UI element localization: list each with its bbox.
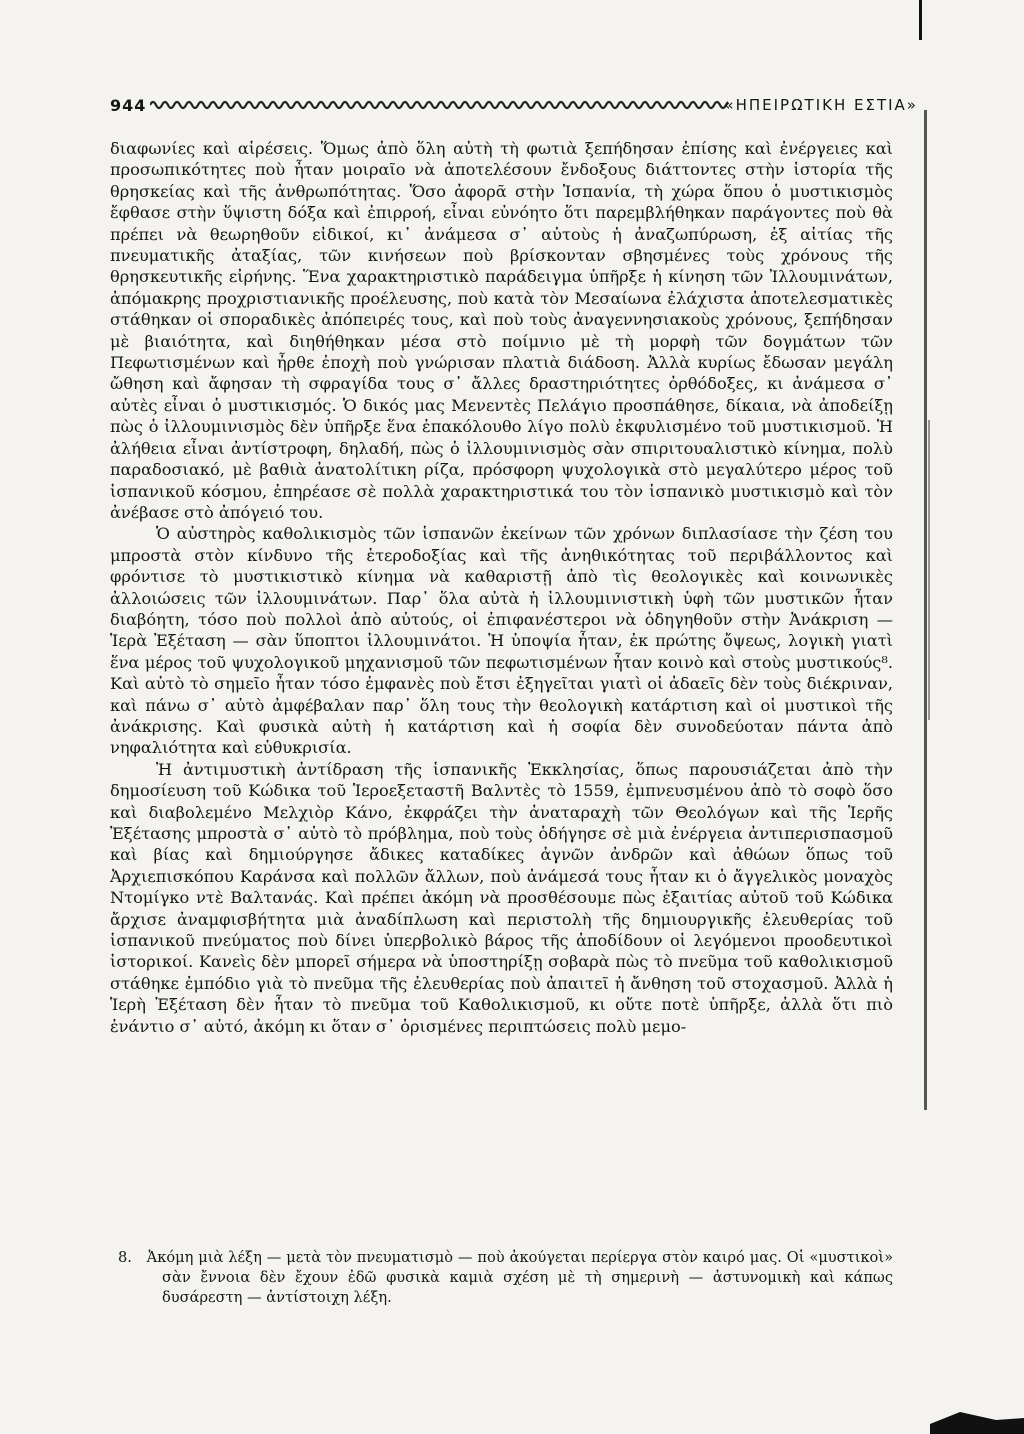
body-paragraph: Ἡ ἀντιμυστικὴ ἀντίδραση τῆς ἱσπανικῆς Ἐκκλησίας, ὅπως παρουσιάζεται ἀπὸ τὴν δημοσίευση τοῦ Κώδικα τοῦ Ἱεροεξεταστῆ Βαλντὲς τὸ 1559, ἐμπνευσμένου ἀπὸ τὸ σοφὸ ὅσο καὶ διαβολεμένο Μελχιὸρ Κάνο, ἐκφράζει τὴν ἀναταραχὴ τῶν Θεολόγων καὶ τῆς Ἱερῆς Ἐξέτασης μπροστὰ σ᾽ αὐτὸ τὸ πρόβλημα, ποὺ τοὺς ὁδήγησε σὲ μιὰ ἐνέργεια ἀντιπερισπασμοῦ καὶ βίας καὶ δημιούργησε ἄδικες καταδίκες ἀγνῶν ἀνδρῶν καὶ ἀθώων ὅπως τοῦ Ἀρχιεπισκόπου Καράνσα καὶ πολλῶν ἄλλων, ποὺ ἀνάμεσά τους ἦταν κι ὁ ἄγγελικὸς μοναχὸς Ντομίγκο ντὲ Βαλτανάς. Καὶ πρέπει ἀκόμη νὰ προσθέσουμε πὼς ἐξαιτίας αὐτοῦ τοῦ Κώδικα ἄρχισε ἀναμφισβήτητα μιὰ ἀναδίπλωση καὶ περιστολὴ τῆς δημιουργικῆς ἐλευθερίας τοῦ ἱσπανικοῦ πνεύματος ποὺ δίνει ὑπερβολικὸ βάρος τῆς ἀποδίδουν οἱ λεγόμενοι προοδευτικοὶ ἱστορικοί. Κανεὶς δὲν μπορεῖ σήμερα νὰ ὑποστηρίξῃ σοβαρὰ πὼς τὸ πνεῦμα τοῦ καθολικισμοῦ στάθηκε ἐμπόδιο γιὰ τὸ πνεῦμα τῆς ἐλευθερίας ποὺ ἀπαιτεῖ ἡ ἄνθηση τοῦ στοχασμοῦ. Ἀλλὰ ἡ Ἱερὴ Ἐξέταση δὲν ἦταν τὸ πνεῦμα τοῦ Καθολικισμοῦ, κι οὔτε ποτὲ ὑπῆρξε, ἀλλὰ ὅτι πιὸ ἐνάντιο σ᾽ αὐτό, ἀκόμη κι ὅταν σ᾽ ὁρισμένες περιπτώσεις πολὺ μεμο-: [110, 759, 893, 1036]
footnotes: [118, 1248, 893, 1308]
page-number: 944: [110, 96, 147, 115]
footnote: 8. Ἀκόμη μιὰ λέξη — μετὰ τὸν πνευματισμὸ — ποὺ ἀκούγεται περίεργα στὸν καιρό μας. Οἱ «μυστικοὶ» σὰν ἔννοια δὲν ἔχουν ἐδῶ φυσικὰ καμιὰ σχέση μὲ τὴ σημερινὴ — ἀστυνομικὴ καὶ κάπως δυσάρεστη — ἀντίστοιχη λέξη.: [118, 1249, 893, 1306]
body-paragraph: Ὁ αὐστηρὸς καθολικισμὸς τῶν ἱσπανῶν ἐκείνων τῶν χρόνων διπλασίασε τὴν ζέση του μπροστὰ στὸν κίνδυνο τῆς ἑτεροδοξίας καὶ τῆς ἀνηθικότητας τοῦ περιβάλλοντος καὶ φρόντισε τὸ μυστικιστικὸ κίνημα νὰ καθαριστῇ ἀπὸ τὶς θεολογικὲς καὶ κοινωνικὲς ἀλλοιώσεις τῶν ἰλλουμινάτων. Παρ᾽ ὅλα αὐτὰ ἡ ἰλλουμινιστικὴ ὑφὴ τῶν μυστικῶν ἦταν διαβόητη, τόσο ποὺ πολλοὶ ἀπὸ αὐτούς, οἱ ἐπιφανέστεροι νὰ ὁδηγηθοῦν στὴν Ἀνάκριση — Ἱερὰ Ἐξέταση — σὰν ὕποπτοι ἰλλουμινάτοι. Ἡ ὑποψία ἦταν, ἐκ πρώτης ὄψεως, λογικὴ γιατὶ ἕνα μέρος τοῦ ψυχολογικοῦ μηχανισμοῦ τῶν πεφωτισμένων ἦταν κοινὸ καὶ στοὺς μυστικούς⁸. Καὶ αὐτὸ τὸ σημεῖο ἦταν τόσο ἐμφανὲς ποὺ ἔτσι ἐξηγεῖται γιατὶ οἱ ἀδαεῖς δὲν τοὺς διέκριναν, καὶ πάνω σ᾽ αὐτὸ ἀμφέβαλαν παρ᾽ ὅλη τους τὴν θεολογικὴ κατάρτιση καὶ οἱ μυστικοὶ τῆς ἀνάκρισης. Καὶ φυσικὰ αὐτὴ ἡ κατάρτιση καὶ ἡ σοφία δὲν συνοδεύοταν πάντα ἀπὸ νηφαλιότητα καὶ εὐθυκρισία.: [110, 524, 893, 758]
running-header: [110, 92, 918, 118]
journal-title: «ΗΠΕΙΡΩΤΙΚΗ ΕΣΤΙΑ»: [724, 96, 918, 114]
body-paragraph: διαφωνίες καὶ αἱρέσεις. Ὅμως ἀπὸ ὅλη αὐτὴ τὴ φωτιὰ ξεπήδησαν ἐπίσης καὶ ἐνέργειες καὶ προσωπικότητες ποὺ ἦταν μοιραῖο νὰ ἀποτελέσουν ἔνδοξους διάττοντες στὴν ἱστορία τῆς θρησκείας καὶ τῆς ἀνθρωπότητας. Ὅσο ἀφορᾶ στὴν Ἱσπανία, τὴ χώρα ὅπου ὁ μυστικισμὸς ἔφθασε στὴν ὕψιστη δόξα καὶ ἐπιρροή, εἶναι εὐνόητο ὅτι παρεμβλήθηκαν παράγοντες ποὺ θὰ πρέπει νὰ θεωρηθοῦν εἰδικοί, κι᾽ ἀνάμεσα σ᾽ αὐτοὺς ἡ ἀναζωπύρωση, ἐξ αἰτίας τῆς πνευματικῆς ἀταξίας, τῶν κινήσεων ποὺ βρίσκονταν σβησμένες τοὺς χρόνους τῆς θρησκευτικῆς εἰρήνης. Ἕνα χαρακτηριστικὸ παράδειγμα ὑπῆρξε ἡ κίνηση τῶν Ἰλλουμινάτων, ἀπόμακρης προχριστιανικῆς προέλευσης, ποὺ κατὰ τὸν Μεσαίωνα ἐλάχιστα ἀποτελεσματικὲς στάθηκαν οἱ σποραδικὲς ἀπόπειρές τους, καὶ ποὺ τοὺς ἀναγεννησιακοὺς χρόνους, ξεπήδησαν μὲ βιαιότητα, καὶ διηθήθηκαν μέσα στὸ ποίμνιο μὲ τὴ μορφὴ τῶν δογμάτων τῶν Πεφωτισμένων καὶ ἦρθε ἐποχὴ ποὺ γνώρισαν πλατιὰ διάδοση. Ἀλλὰ κυρίως ἔδωσαν μεγάλη ὤθηση καὶ ἄφησαν τὴ σφραγίδα τους σ᾽ ἄλλες δραστηριότητες ὀρθόδοξες, κι ἀνάμεσα σ᾽ αὐτὲς εἶναι ὁ μυστικισμός. Ὁ δικός μας Μενεντὲς Πελάγιο προσπάθησε, δίκαια, νὰ ἀποδείξῃ πὼς ὁ ἰλλουμινισμὸς δὲν ὑπῆρξε ἕνα ἐπακόλουθο λίγο πολὺ ἐκφυλισμένο τοῦ μυστικισμοῦ. Ἡ ἀλήθεια εἶναι ἀντίστροφη, δηλαδή, πὼς ὁ ἰλλουμινισμὸς σὰν σπιριτουαλιστικὸ κίνημα, πολὺ παραδοσιακό, μὲ βαθιὰ ἀνατολίτικη ρίζα, πρόσφορη ψυχολογικὰ στὸ μεγαλύτερο μέρος τοῦ ἱσπανικοῦ κόσμου, ἐπηρέασε σὲ πολλὰ χαρακτηριστικά του τὸν ἱσπανικὸ μυστικισμὸ καὶ τὸν ἀνέβασε στὸ ἀπόγειό του.: [110, 139, 893, 522]
scan-edge-marks: [900, 0, 1024, 1434]
article-body: [110, 138, 893, 1037]
wavy-rule: [150, 96, 728, 114]
